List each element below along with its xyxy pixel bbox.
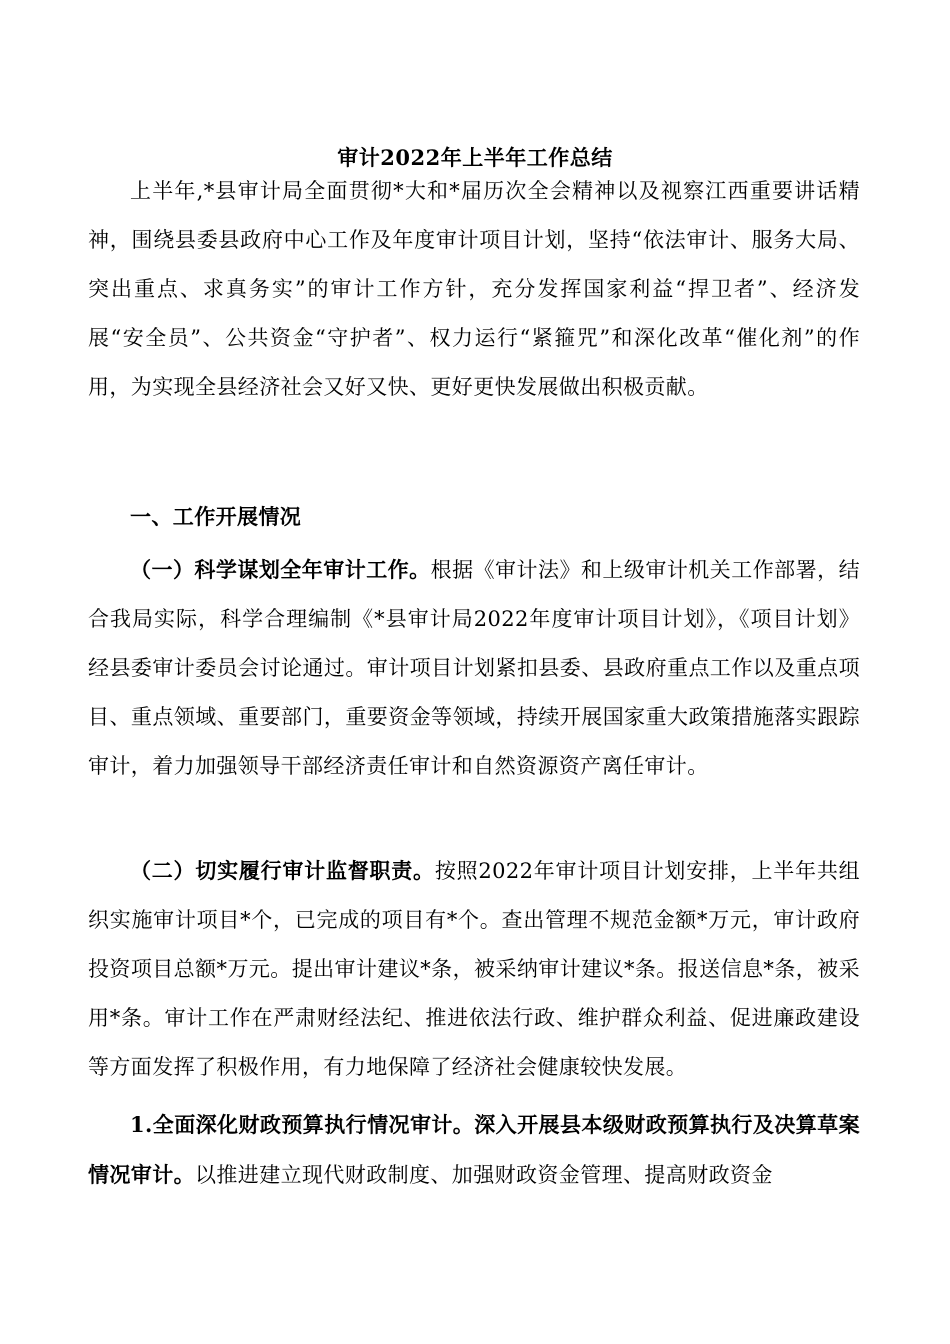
intro-paragraph: 上半年,*县审计局全面贯彻*大和*届历次全会精神以及视察江西重要讲话精神，围绕县委县政府中心工作及年度审计项目计划，坚持“依法审计、服务大局、突出重点、求真务实”的审计工作方针，充分发挥国家利益“捍卫者”、经济发展“安全员”、公共资金“守护者”、权力运行“紧箍咒”和深化改革“催化剂”的作用，为实现全县经济社会又好又快、更好更快发展做出积极贡献。 [88,179,860,399]
subsection-2-heading: （二）切实履行审计监督职责。 [130,858,435,883]
subsection-2-paragraph [88,846,860,1092]
subsection-2-text: 按照2022年审计项目计划安排，上半年共组织实施审计项目*个，已完成的项目有*个。查出管理不规范金额*万元，审计政府投资项目总额*万元。提出审计建议*条，被采纳审计建议*条。报送信息*条，被采用*条。审计工作在严肃财经法纪、推进依法行政、维护群众利益、促进廉政建设等方面发挥了积极作用，有力地保障了经济社会健康较快发展。 [88,859,861,1079]
document-title: 审计2022年上半年工作总结 [337,145,613,170]
subsection-1-paragraph [88,545,860,791]
item-1-heading: 1.全面深化财政预算执行情况审计。深入开展县本级财政预算执行及决算草案情况审计。 [88,1112,860,1187]
subsection-1-heading: （一）科学谋划全年审计工作。 [130,557,431,582]
subsection-1-text: 根据《审计法》和上级审计机关工作部署，结合我局实际，科学合理编制《*县审计局2022年度审计项目计划》，《项目计划》经县委审计委员会讨论通过。审计项目计划紧扣县委、县政府重点工作以及重点项目、重点领域、重要部门，重要资金等领域，持续开展国家重大政策措施落实跟踪审计，着力加强领导干部经济责任审计和自然资源资产离任审计。 [88,558,860,778]
section-heading: 一、工作开展情况 [130,504,302,529]
item-1-paragraph [88,1100,860,1200]
item-1-text: 以推进建立现代财政制度、加强财政资金管理、提高财政资金 [195,1163,773,1187]
